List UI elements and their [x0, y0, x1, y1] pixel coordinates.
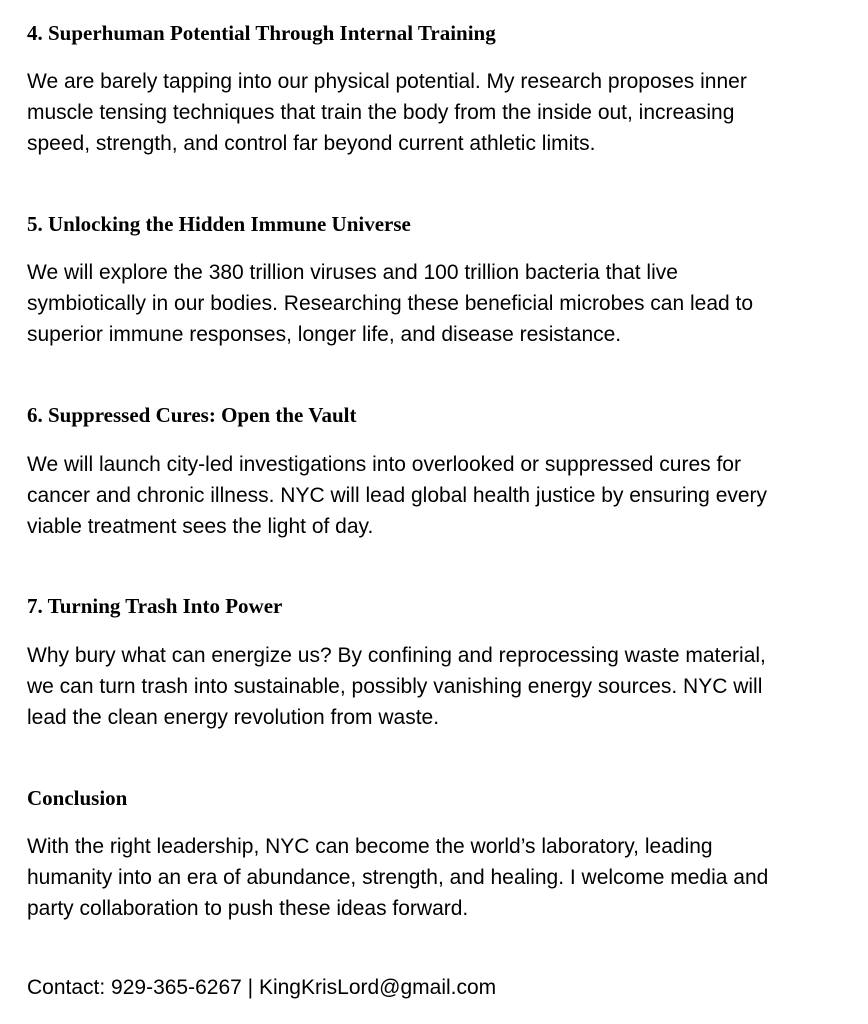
section-5-line: symbiotically in our bodies. Researching these beneficial microbes can lead to: [27, 292, 754, 315]
section-4-line: speed, strength, and control far beyond current athletic limits.: [27, 132, 596, 155]
section-6-heading: 6. Suppressed Cures: Open the Vault: [27, 403, 357, 427]
section-5-line: superior immune responses, longer life, and disease resistance.: [27, 323, 622, 346]
section-6-line: We will launch city-led investigations into overlooked or suppressed cures for: [27, 453, 741, 476]
conclusion-heading: Conclusion: [27, 786, 128, 810]
section-7-line: Why bury what can energize us? By confining and reprocessing waste material,: [27, 644, 766, 667]
section-7-line: we can turn trash into sustainable, possibly vanishing energy sources. NYC will: [27, 675, 763, 698]
section-7-heading: 7. Turning Trash Into Power: [27, 594, 283, 618]
section-6-body: [27, 449, 767, 542]
conclusion-line: With the right leadership, NYC can become the world’s laboratory, leading: [27, 835, 713, 858]
section-5-body: [27, 257, 753, 350]
section-6-line: viable treatment sees the light of day.: [27, 515, 374, 538]
section-5-heading: 5. Unlocking the Hidden Immune Universe: [27, 212, 411, 236]
conclusion-line: humanity into an era of abundance, strength, and healing. I welcome media and: [27, 866, 769, 889]
section-5-line: We will explore the 380 trillion viruses and 100 trillion bacteria that live: [27, 261, 678, 284]
section-4-line: muscle tensing techniques that train the body from the inside out, increasing: [27, 101, 735, 124]
section-4-heading: 4. Superhuman Potential Through Internal Training: [27, 21, 496, 45]
section-4-body: [27, 66, 747, 159]
contact-line: Contact: 929-365-6267 | KingKrisLord@gmail.com: [27, 976, 497, 999]
conclusion-body: [27, 831, 768, 924]
section-4-line: We are barely tapping into our physical potential. My research proposes inner: [27, 70, 747, 93]
section-6-line: cancer and chronic illness. NYC will lead global health justice by ensuring every: [27, 484, 768, 507]
conclusion-line: party collaboration to push these ideas forward.: [27, 897, 469, 920]
section-7-body: [27, 640, 766, 733]
section-7-line: lead the clean energy revolution from waste.: [27, 706, 440, 729]
